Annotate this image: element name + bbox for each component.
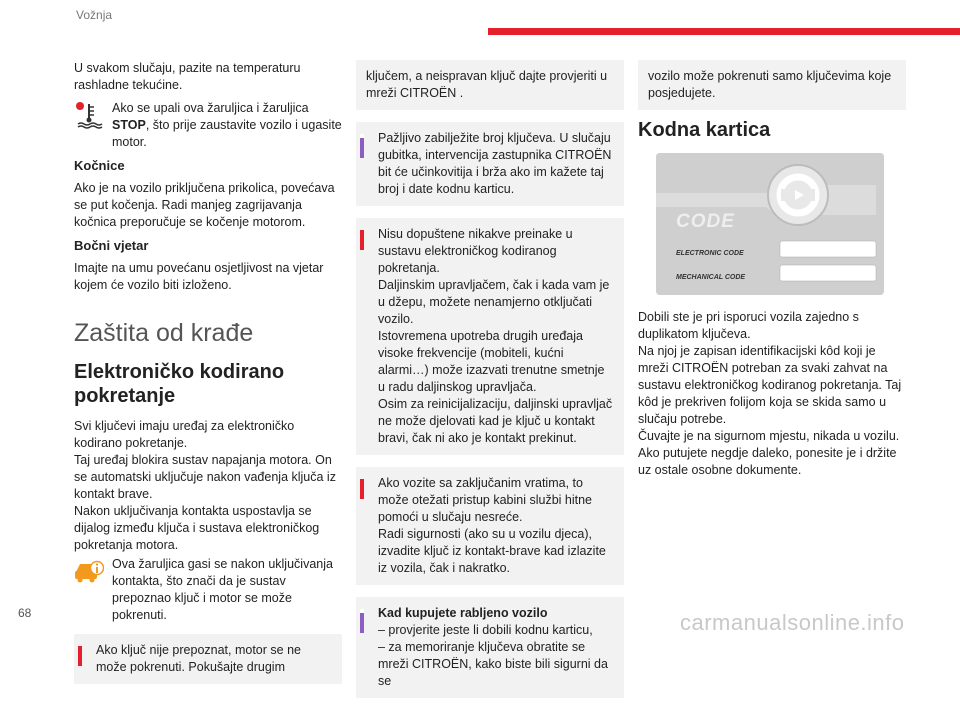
info-mark-icon — [360, 609, 364, 633]
info-text-key-count: Pažljivo zabilježite broj ključeva. U slučaju gubitka, intervencija zastupnika CITROËN bit će učinkovitija i brža ako im kažete taj broj i date kodnu karticu. — [378, 131, 612, 196]
column-2 — [356, 60, 624, 710]
warning-text-interference: Istovremena upotreba drugih uređaja visoke frekvencije (mobiteli, kućni alarmi…) može izazvati trenutne smetnje u radu daljinskog upravljača. — [378, 329, 605, 394]
warning-text-key-not-recognised: Ako ključ nije prepoznat, motor se ne može pokrenuti. Pokušajte drugim — [96, 643, 301, 674]
immobiliser-light-text: Ova žaruljica gasi se nakon uključivanja kontakta, što znači da je sustav prepoznao ključ i motor se može pokrenuti. — [112, 557, 333, 622]
warning-text-children: Radi sigurnosti (ako su u vozilu djeca), izvadite ključ iz kontakt-brave kad izlazite iz vozila, čak i nakratko. — [378, 527, 606, 575]
immobiliser-warning-icon — [74, 556, 104, 586]
immobiliser-light-row — [74, 556, 342, 624]
header-title: Vožnja — [76, 8, 113, 22]
continuation-text: vozilo može pokrenuti samo ključevima koje posjedujete. — [648, 69, 892, 100]
paragraph-immobiliser-1: Svi ključevi imaju uređaj za elektroničko kodirano pokretanje. — [74, 419, 295, 450]
info-text-code-card-check: – provjerite jeste li dobili kodnu karticu, — [378, 623, 593, 637]
continuation-text: ključem, a neispravan ključ dajte provjeriti u mreži CITROËN . — [366, 69, 608, 100]
warning-mark-icon — [78, 646, 82, 666]
paragraph-code-card-3: Čuvajte je na sigurnom mjestu, nikada u vozilu. Ako putujete negdje daleko, ponesite je i držite uz ostale osobne dokumente. — [638, 429, 900, 477]
code-card-illustration — [656, 153, 884, 295]
page-number: 68 — [18, 606, 32, 620]
paragraph-brakes: Ako je na vozilo priključena prikolica, povećava se put kočenja. Radi manjeg zagrijavanja kočnica preporučuje se kočenje motorom. — [74, 181, 335, 229]
warning-text-modifications: Nisu dopuštene nikakve preinake u sustavu elektroničkog kodiranog pokretanja. — [378, 227, 573, 275]
card-mechanical-code-label: MECHANICAL CODE — [676, 274, 746, 281]
coolant-warning-text-stop: STOP — [112, 118, 146, 132]
heading-immobiliser: Elektroničko kodirano pokretanje — [74, 361, 285, 407]
coolant-warning-text-pre: Ako se upali ova žaruljica i žaruljica — [112, 101, 309, 115]
watermark: carmanualsonline.info — [680, 610, 905, 635]
heading-code-card: Kodna kartica — [638, 119, 771, 141]
warning-text-remote-pocket: Daljinskim upravljačem, čak i kada vam je u džepu, možete nenamjerno otključati vozilo. — [378, 278, 610, 326]
continuation-box — [638, 60, 906, 110]
coolant-temperature-icon — [74, 100, 104, 130]
paragraph-code-card-1: Dobili ste je pri isporuci vozila zajedno s duplikatom ključeva. — [638, 310, 859, 341]
heading-crosswind: Bočni vjetar — [74, 238, 149, 253]
coolant-warning-text-post: , što prije zaustavite vozilo i ugasite motor. — [112, 118, 342, 149]
column-1 — [74, 60, 342, 696]
card-electronic-code-label: ELECTRONIC CODE — [676, 250, 744, 257]
header-accent-bar — [488, 28, 960, 35]
coolant-warning-row — [74, 100, 342, 151]
heading-brakes: Kočnice — [74, 158, 125, 173]
warning-mark-icon — [360, 230, 364, 250]
continuation-box — [356, 60, 624, 110]
info-mark-icon — [360, 134, 364, 158]
warning-box-locked-doors — [356, 467, 624, 585]
paragraph-coolant: U svakom slučaju, pazite na temperaturu rashladne tekućine. — [74, 61, 301, 92]
card-code-label: CODE — [676, 211, 735, 232]
info-title-used-vehicle: Kad kupujete rabljeno vozilo — [378, 606, 548, 620]
info-text-memorise-keys: – za memoriranje ključeva obratite se mreži CITROËN, kako biste bili sigurni da se — [378, 640, 608, 688]
section-title-theft-protection: Zaštita od krađe — [74, 319, 254, 347]
paragraph-code-card-2: Na njoj je zapisan identifikacijski kôd koji je mreži CITROËN potreban za svaki zahvat na sustavu elektroničkog kodiranog pokretanja. Taj kôd je prekriven folijom koja se skida samo u slučaju potrebe. — [638, 344, 902, 426]
paragraph-crosswind: Imajte na umu povećanu osjetljivost na vjetar kojem će vozilo biti izloženo. — [74, 261, 324, 292]
paragraph-immobiliser-3: Nakon uključivanja kontakta uspostavlja se dijalog između ključa i sustava elektroničkog pokretanja motora. — [74, 504, 320, 552]
info-box-used-vehicle — [356, 597, 624, 698]
column-3 — [638, 60, 906, 479]
warning-mark-icon — [360, 479, 364, 499]
warning-text-reinitialisation: Osim za reinicijalizaciju, daljinski upravljač ne može djelovati kad je ključ u kontakt bravi, čak ni ako je kontakt prekinut. — [378, 397, 613, 445]
info-box-key-count — [356, 122, 624, 206]
warning-box-modifications — [356, 218, 624, 455]
warning-box-key-not-recognised — [74, 634, 342, 684]
warning-text-locked-doors: Ako vozite sa zaključanim vratima, to može otežati pristup kabini službi hitne pomoći u slučaju nesreće. — [378, 476, 593, 524]
paragraph-immobiliser-2: Taj uređaj blokira sustav napajanja motora. On se automatski uključuje nakon vađenja ključa iz kontakt brave. — [74, 453, 336, 501]
